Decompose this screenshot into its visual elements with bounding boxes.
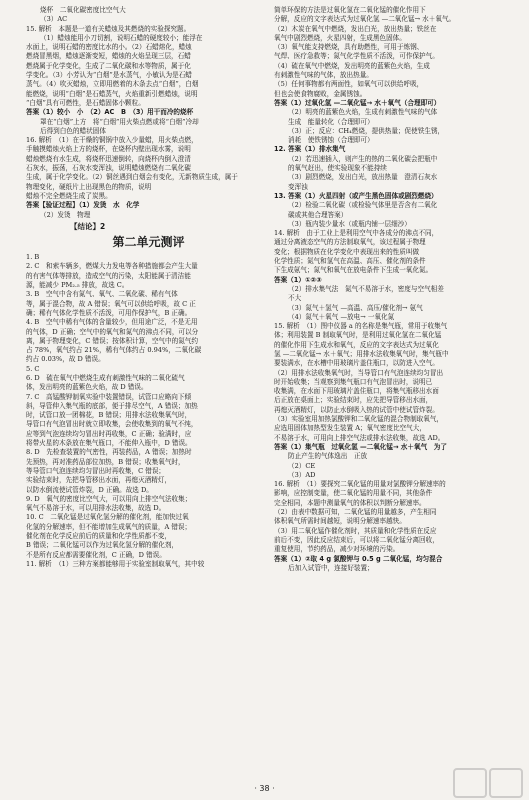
text-line: 1. B: [26, 253, 40, 262]
text-line: 燃烧属于化学变化，生成了二氧化碳和水等物质，属于化: [26, 61, 191, 70]
text-line: 答案（1）②取 4 g 氯酸钾与 0.5 g 二氧化锰，均匀混合: [274, 554, 443, 563]
text-line: 12. 答案（1）排水集气: [274, 145, 346, 154]
text-line: 15. 解析 本题是一道有关蜡烛及其燃烧的实验探究题。: [26, 24, 191, 33]
text-line: 的有害气体等排放，造成空气的污染，太阳能属于清洁能: [26, 271, 191, 280]
left-column-bottom-text: [26, 253, 271, 569]
text-line: 后加入试管中，连接好装置；: [288, 563, 374, 572]
text-line: 能燃烧，说明“白烟”是石蜡蒸气，火焰重新引燃蜡烛，说明: [26, 89, 198, 98]
text-line: 不易溶于水，可用向上排空气法或排水法收集，故选 AD。: [274, 433, 445, 442]
text-line: （5）任何事物都有两面性，如氧气可以供给呼吸，: [274, 80, 424, 89]
text-line: 6. D 硫在氧气中燃烧生成有刺激性气味的二氧化硫气: [26, 373, 185, 382]
text-line: 等导管口气泡连续均匀冒出时再收集，C 错误；: [26, 466, 166, 475]
text-line: 10. C 二氧化锰是过氧化氢分解的催化剂，能加快过氧: [26, 513, 189, 522]
text-line: 变浑浊: [288, 182, 308, 191]
text-line: （1）蜡烛能用小刀切割，说明石蜡的硬度较小；能浮在: [40, 33, 203, 42]
text-line: （3）正；反应：CH₄燃烧，提供热量；促使铁生锈，: [288, 126, 445, 135]
text-line: （3）氮气＋氢气 —高温、高压/催化剂→ 氨气: [288, 303, 423, 312]
text-line: 源，能减少 PM₂.₅ 排放，故选 C。: [26, 281, 129, 290]
text-line: 后正放在桌面上；实验结束时，应先把导管移出水面，: [274, 396, 433, 405]
text-line: 5. C: [26, 364, 40, 373]
text-line: 下生成氨气；氮气和氧气在放电条件下生成一氧化氮。: [274, 266, 433, 275]
text-line: （2）发烫 物理: [40, 210, 91, 219]
text-line: 罩在“白烟”上方 将“白烟”用火柴点燃或将“白烟”冷却: [40, 117, 199, 126]
text-line: 蜡烛不完全燃烧生成了炭黑。: [26, 191, 112, 200]
text-line: 16. 解析 （1）要探究二氧化锰的用量对氯酸钾分解速率的: [274, 480, 446, 489]
text-line: 8. D 先检查装置的气密性，再装药品，A 错误；加热时: [26, 448, 192, 457]
page-number: · 38 ·: [254, 784, 275, 793]
text-line: 生成，属于化学变化。（2）铜丝遇到白烟会有变化，无新物质生成，属于: [26, 173, 238, 182]
text-line: 答案（1）①②③: [274, 275, 322, 284]
text-line: “白烟”具有可燃性，是石蜡固体小颗粒。: [26, 98, 145, 107]
text-line: 生成 能量转化（合理即可）: [288, 117, 374, 126]
text-line: 氧气中剧烈燃烧，火星四射，生成黑色固体。: [274, 33, 406, 42]
text-line: 物理变化，硬纸片上出现黑色的物质，说明: [26, 182, 152, 191]
text-line: 后得到白色的蜡状固体: [40, 126, 106, 135]
text-line: 手触摸蜡烛火焰上方的烧杯，在烧杯内壁出现水雾，说明: [26, 145, 191, 154]
text-line: 不大: [288, 294, 302, 303]
text-line: 4. B 空气中稀有气体的含量较少，但用途广泛，不是无用: [26, 318, 198, 327]
text-line: 通过分离液态空气的方法制取氧气，该过程属于物理: [274, 238, 426, 247]
text-line: （3）实验室用加热氯酸钾和二氧化锰的混合物制取氧气，: [274, 415, 444, 424]
text-line: 化氢的分解速率，但不能增加生成氧气的质量，A 错误；: [26, 522, 192, 531]
text-line: 13. 答案（1）火星四射（或产生黑色固体或剧烈燃烧）: [274, 191, 438, 200]
text-line: 16. 解析 （1）在干燥的铜锅中放入少量蜡，用火柴点燃，: [26, 136, 198, 145]
text-line: 7. C 高锰酸钾制氧实验中装置错误，试管口应略向下倾: [26, 392, 192, 401]
text-line: （3）氧气能支持燃烧，具有助燃性，可用于炼钢、: [274, 43, 424, 52]
text-line: 燃烧冒黑烟，蜡烛逐渐变短，蜡烛的火焰呈现三层，石蜡: [26, 52, 191, 61]
text-line: 实验结束时，先把导管移出水面，再熄灭酒精灯，: [26, 476, 172, 485]
left-column: [26, 6, 271, 569]
text-line: 要装满水，在水槽中用玻璃片盖住瓶口，以防进入空气。: [274, 359, 439, 368]
text-line: 体，发出明亮的蓝紫色火焰，故 D 错误。: [26, 383, 148, 392]
text-line: 答案【验证过程】（1）发烫 水 化学: [26, 201, 140, 210]
text-line: （2）木炭在氧气中燃烧，发出白光，放出热量；铁丝在: [274, 24, 437, 33]
text-line: 变化；根据物质在化学变化中表现出来的性质叫做: [274, 247, 420, 256]
text-line: 导管口有气泡冒出时就立即收集，会使收集到的氧气不纯，: [26, 420, 198, 429]
text-line: 约占 0.03%，故 D 错误。: [26, 355, 105, 364]
text-line: 将带火星的木条放在集气瓶口，不能伸入瓶中，D 错误。: [26, 439, 192, 448]
text-line: 完全相同，本题中测量氧气的体积以判断分解速率。: [274, 498, 426, 507]
conclusion-tag: 【结论】2: [70, 221, 106, 231]
text-line: 的催化作用下生成水和氧气，反应的文字表达式为过氧化: [274, 340, 439, 349]
text-line: （2）检验二氧化碳（或检验气体里是否含有二氧化: [288, 201, 438, 210]
right-column: [274, 6, 519, 573]
section-title: 第二单元测评: [112, 235, 185, 250]
text-line: 14. 解析 由于工业上是利用空气中各成分的沸点不同，: [274, 229, 439, 238]
right-column-text: [274, 6, 519, 573]
text-line: 2. C 和索车辆多，燃煤大力发电等各种措施都会产生大量: [26, 262, 198, 271]
text-line: 蒸气。（4）吹灭蜡烛，立即用燃着的木条去点“白烟”，白烟: [26, 80, 199, 89]
text-line: B 错误；二氧化锰可以作为过氧化氢分解的催化剂，: [26, 541, 179, 550]
text-line: 先预热，再对准药品部位加热，B 错误；收集氧气时，: [26, 457, 185, 466]
text-line: （3）瓶内装少量水（或瓶内铺一层细沙）: [288, 219, 411, 228]
text-line: 学变化。（3）小芳认为“白烟”是水蒸气，小敏认为是石蜡: [26, 71, 192, 80]
text-line: 占 78%，氧气约占 21%，稀有气体约占 0.94%，二氧化碳: [26, 346, 202, 355]
text-line: 确；稀有气体化学性质不活泼，可用作保护气，B 正确。: [26, 308, 192, 317]
text-line: 化学性质；氮气和氢气在高温、高压、催化剂的条件: [274, 257, 426, 266]
answer-site-watermark-icon: [453, 764, 523, 798]
text-line: 简单环保的方法是过氧化氢在二氧化锰的催化作用下: [274, 6, 426, 14]
text-line: 防止产生的气体逸出 正放: [288, 452, 368, 461]
left-column-top-text: [26, 6, 271, 220]
text-line: 气焊、医疗急救等；氮气化学性质不活泼，可作保护气。: [274, 52, 439, 61]
text-line: 再熄灭酒精灯，以防止水倒吸入热的试管中使试管炸裂。: [274, 405, 439, 414]
text-line: （4）氮气＋氧气 —放电→ 一氧化氮: [288, 312, 395, 321]
text-line: 消耗 使铁锈蚀（合理即可）: [288, 136, 374, 145]
text-line: （2）用排水法收集氧气时，当导管口有气泡连续均匀冒出: [274, 368, 444, 377]
text-line: 但也会使食物腐败，金属锈蚀。: [274, 89, 367, 98]
text-line: （3）剧烈燃烧，发出白光，放出热量 澄清石灰水: [288, 173, 438, 182]
text-line: 水面上，说明石蜡的密度比水的小。（2）石蜡熔化，蜡烛: [26, 43, 192, 52]
text-line: 重复使用，节约药品，减少对环境的污染。: [274, 545, 400, 554]
text-line: 有刺激性气味的气体，放出热量。: [274, 71, 373, 80]
text-line: 不是所有反应都需要催化剂，C 正确，D 错误。: [26, 550, 166, 559]
text-line: （4）硫在氧气中燃烧，发出明亮的蓝紫色火焰，生成: [274, 61, 430, 70]
text-line: 应选用固体加热型发生装置 A；氧气密度比空气大，: [274, 424, 426, 433]
text-line: 体积氧气所需时间越短，说明分解速率越快。: [274, 517, 406, 526]
text-line: （2）CE: [288, 461, 316, 470]
text-line: 烧杯 二氧化碳密度比空气大: [40, 6, 126, 14]
text-line: 氧气不易溶于水，可以用排水法收集，故选 D。: [26, 504, 166, 513]
text-line: 影响，应控制变量，使二氧化锰的用量不同，其他条件: [274, 489, 433, 498]
text-line: 离，属于物理变化，C 错误；按体积计算，空气中的氮气约: [26, 336, 198, 345]
text-line: （2）排水集气法 氮气不易溶于水，密度与空气相差: [288, 284, 444, 293]
text-line: （3）AC: [40, 15, 68, 24]
text-line: 答案（1）集气瓶 过氧化氢 —二氧化锰→ 水＋氧气 为了: [274, 442, 447, 451]
text-line: 催化剂在化学反应前后的质量和化学性质都不变，: [26, 532, 172, 541]
text-line: 以防水倒流使试管炸裂，D 正确。故选 D。: [26, 485, 153, 494]
text-line: （2）由表中数据可知，二氧化锰的用量越多，产生相同: [274, 508, 437, 517]
text-line: （2）若迅速插入，则产生的热的二氧化碳会把瓶中: [288, 154, 438, 163]
text-line: （3）AD: [288, 470, 316, 479]
text-line: 的氧气赶出，使实验现象不能持续: [288, 164, 387, 173]
text-line: 蜡烛燃烧有水生成，将烧杯迅速倒转，向烧杯内倒入澄清: [26, 154, 191, 163]
text-line: 15. 解析 （1）图中仪器 a 的名称是集气瓶，常用于收集气: [274, 322, 448, 331]
text-line: 石灰水，振荡，石灰水变浑浊，说明蜡烛燃烧有二氧化碳: [26, 164, 191, 173]
text-line: 等，属于混合物，故 A 错误；氧气可以供给呼吸，故 C 正: [26, 299, 196, 308]
text-line: 答案（1）较小 小 （2）AC B （3）用干而冷的烧杯: [26, 108, 194, 117]
text-line: 应等到气泡连续均匀冒出时再收集，C 正确；验满时，应: [26, 429, 192, 438]
text-line: 分解，反应的文字表达式为过氧化氢 —二氧化锰→ 水＋氧气。: [274, 15, 456, 24]
text-line: 斜，导管伸入集气瓶的底部，便于排尽空气，A 错误；加热: [26, 401, 198, 410]
text-line: 答案（1）过氧化氢 —二氧化锰→ 水＋氧气（合理即可）: [274, 98, 441, 107]
text-line: 前后不变，因此反应结束后，可以将二氧化锰分离回收，: [274, 535, 439, 544]
text-line: （3）用二氧化锰作催化剂时，其质量和化学性质在反应: [274, 526, 437, 535]
text-line: 体；利用装置 B 制取氧气时，是利用过氧化氢在二氧化锰: [274, 331, 442, 340]
text-line: 收集满，在水面下用玻璃片盖住瓶口，将集气瓶移出水面: [274, 387, 439, 396]
text-line: 时开始收集；当观察到集气瓶口有气泡冒出时，说明已: [274, 377, 433, 386]
text-line: 氢 —二氧化锰→ 水＋氧气；用排水法收集氧气时，集气瓶中: [274, 349, 449, 358]
text-line: 11. 解析 （1）三种方案都能够用于实验室制取氧气，其中较: [26, 559, 205, 568]
text-line: 的气体，D 正确；空气中的氧气和氮气的沸点不同，可以分: [26, 327, 199, 336]
text-line: 9. D 氧气的密度比空气大，可以用向上排空气法收集；: [26, 494, 192, 503]
text-line: 时，试管口放一团棉花，B 错误；用排水法收集氧气时，: [26, 411, 192, 420]
text-line: （2）明亮的蓝紫色火焰，生成有刺激性气味的气体: [288, 108, 438, 117]
text-line: 3. B 空气中含有氮气、氧气、二氧化碳、稀有气体: [26, 290, 178, 299]
text-line: 碳或其他合理答案）: [288, 210, 348, 219]
